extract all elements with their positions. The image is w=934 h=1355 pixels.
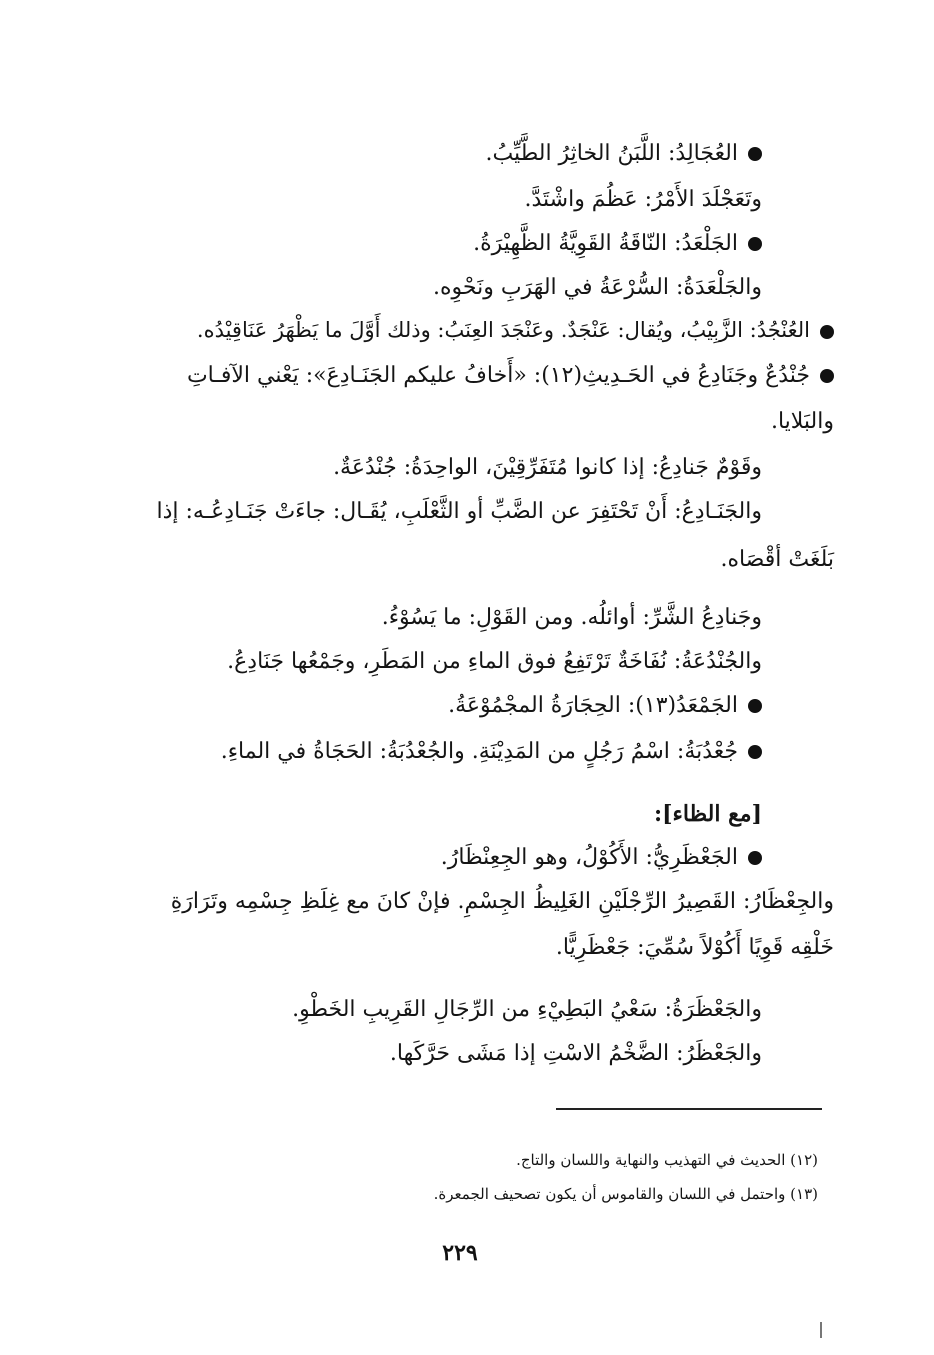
entry-tajalad [524,184,762,216]
bullet-icon [748,851,762,865]
footnote-12 [516,1148,818,1172]
entry-text: خَلْقِه قَوِيًا أَكُوْلاً سُمِّيَ: جَعْظَرِيًّا. [555,935,834,960]
entry-text: الجَلْعَدُ: النّاقَةُ القَوِيَّةُ الظَّهِيْرَةُ. [473,231,738,256]
entry-text: بَلَغَتْ أقْصَاه. [720,547,834,572]
footnote-13 [434,1182,818,1206]
entry-text: والجَنَـادِعُ: أَنْ تَحْتَفِرَ عن الضَّبِّ أو الثَّعْلَبِ، يُقَـال: جاءَتْ جَنَـادِعُـه: إذا [156,499,762,524]
entry-text: والجَلْعَدَةُ: السُّرْعَةُ في الهَرَبِ ونَحْوِه. [433,275,762,300]
entry-jizar-cont [556,932,834,964]
entry-jizar [171,886,834,918]
entry-jazar [390,1038,762,1070]
entry-text: والجَعْظَرُ: الضَّخْمُ الاسْتِ إذا مَشَى حَرَّكَها. [389,1041,762,1066]
entry-jundu [187,360,834,392]
entry-janadi [157,496,763,528]
heading-text: [مع الظاء]: [653,801,762,827]
entry-judubah [221,736,762,768]
entry-text: العُجَالِدُ: اللَّبَنُ الخاثِرُ الطَّيِّبُ. [485,141,738,166]
entry-jamad [448,690,762,722]
footnote-text: (١٣) واحتمل في اللسان والقاموس أن يكون تصحيف الجمعرة. [433,1185,818,1203]
entry-jaladah [433,272,762,304]
entry-jalad [473,228,762,260]
entry-text: والجُنْدُعَةُ: نُفَاخَةٌ تَرْتَفِعُ فوق الماءِ من المَطَرِ، وجَمْعُها جَنَادِعُ. [227,649,762,674]
bullet-icon [820,369,834,383]
entry-unjud [197,314,834,346]
entry-janadi-cont [720,544,834,576]
entry-text: والجِعْظَارُ: القَصِيرُ الرِّجْلَيْنِ الغَلِيظُ الجِسْمِ. فإنْ كانَ مع غِلَظِ جِسْمِه وتَرَارَةِ [170,889,834,914]
entry-text: جُنْدُعٌ وجَنَادِعُ في الحَـدِيثِ(١٢): «أَخافُ عليكم الجَنَـادِعَ»: يَعْني الآفـاتِ [186,363,810,388]
page-number: ٢٢٩ [442,1240,478,1266]
entry-text: جُعْدُبَةُ: اسْمُ رَجُلٍ من المَدِيْنَةِ. والجُعْدُبَةُ: الحَجَاةُ في الماءِ. [220,739,738,764]
entry-jundu-cont [771,406,834,438]
footnote-separator [556,1108,822,1110]
footnote-text: (١٢) الحديث في التهذيب والنهاية واللسان والتاج. [516,1151,818,1169]
entry-ujalid [485,138,762,170]
entry-qawm [333,452,762,484]
entry-text: وجَنادِعُ الشَّرِّ: أوائلُه. ومن القَوْلِ: ما يَسُوْءُ. [381,605,762,630]
bullet-icon [748,237,762,251]
entry-text: والبَلايا. [770,409,834,434]
section-heading [654,798,762,830]
entry-jundua [227,646,762,678]
entry-text: العُنْجُدُ: الزَّبِيْبُ، ويُقال: عَنْجَدٌ. وعَنْجَدَ العِنَبُ: وذلك أَوَّلَ ما يَظْهَرُ عَنَاقِيْدُه. [196,318,810,342]
entry-text: الجَمْعَدُ(١٣): الحِجَارَةُ المجْمُوْعَةُ. [448,693,738,718]
entry-text: وقَوْمٌ جَنادِعُ: إذا كانوا مُتَفَرِّقِيْنَ، الواحِدَةُ: جُنْدُعَةٌ. [333,455,762,480]
bullet-icon [748,745,762,759]
bullet-icon [748,699,762,713]
bullet-icon [748,147,762,161]
scan-mark [820,1322,822,1338]
entry-janadi-sharr [382,602,762,634]
entry-text: الجَعْظَرِيُّ: الأَكُوْلُ، وهو الجِعِنْظَارُ. [440,845,738,870]
bullet-icon [820,325,834,339]
entry-jazarah [292,994,762,1026]
entry-text: وتَعَجْلَدَ الأَمْرُ: عَظُمَ واشْتَدَّ. [524,187,762,212]
entry-text: والجَعْظَرَةُ: سَعْيُ البَطِيْءِ من الرِّجَالِ القَرِيبِ الخَطْوِ. [292,997,762,1022]
entry-jazari [441,842,762,874]
